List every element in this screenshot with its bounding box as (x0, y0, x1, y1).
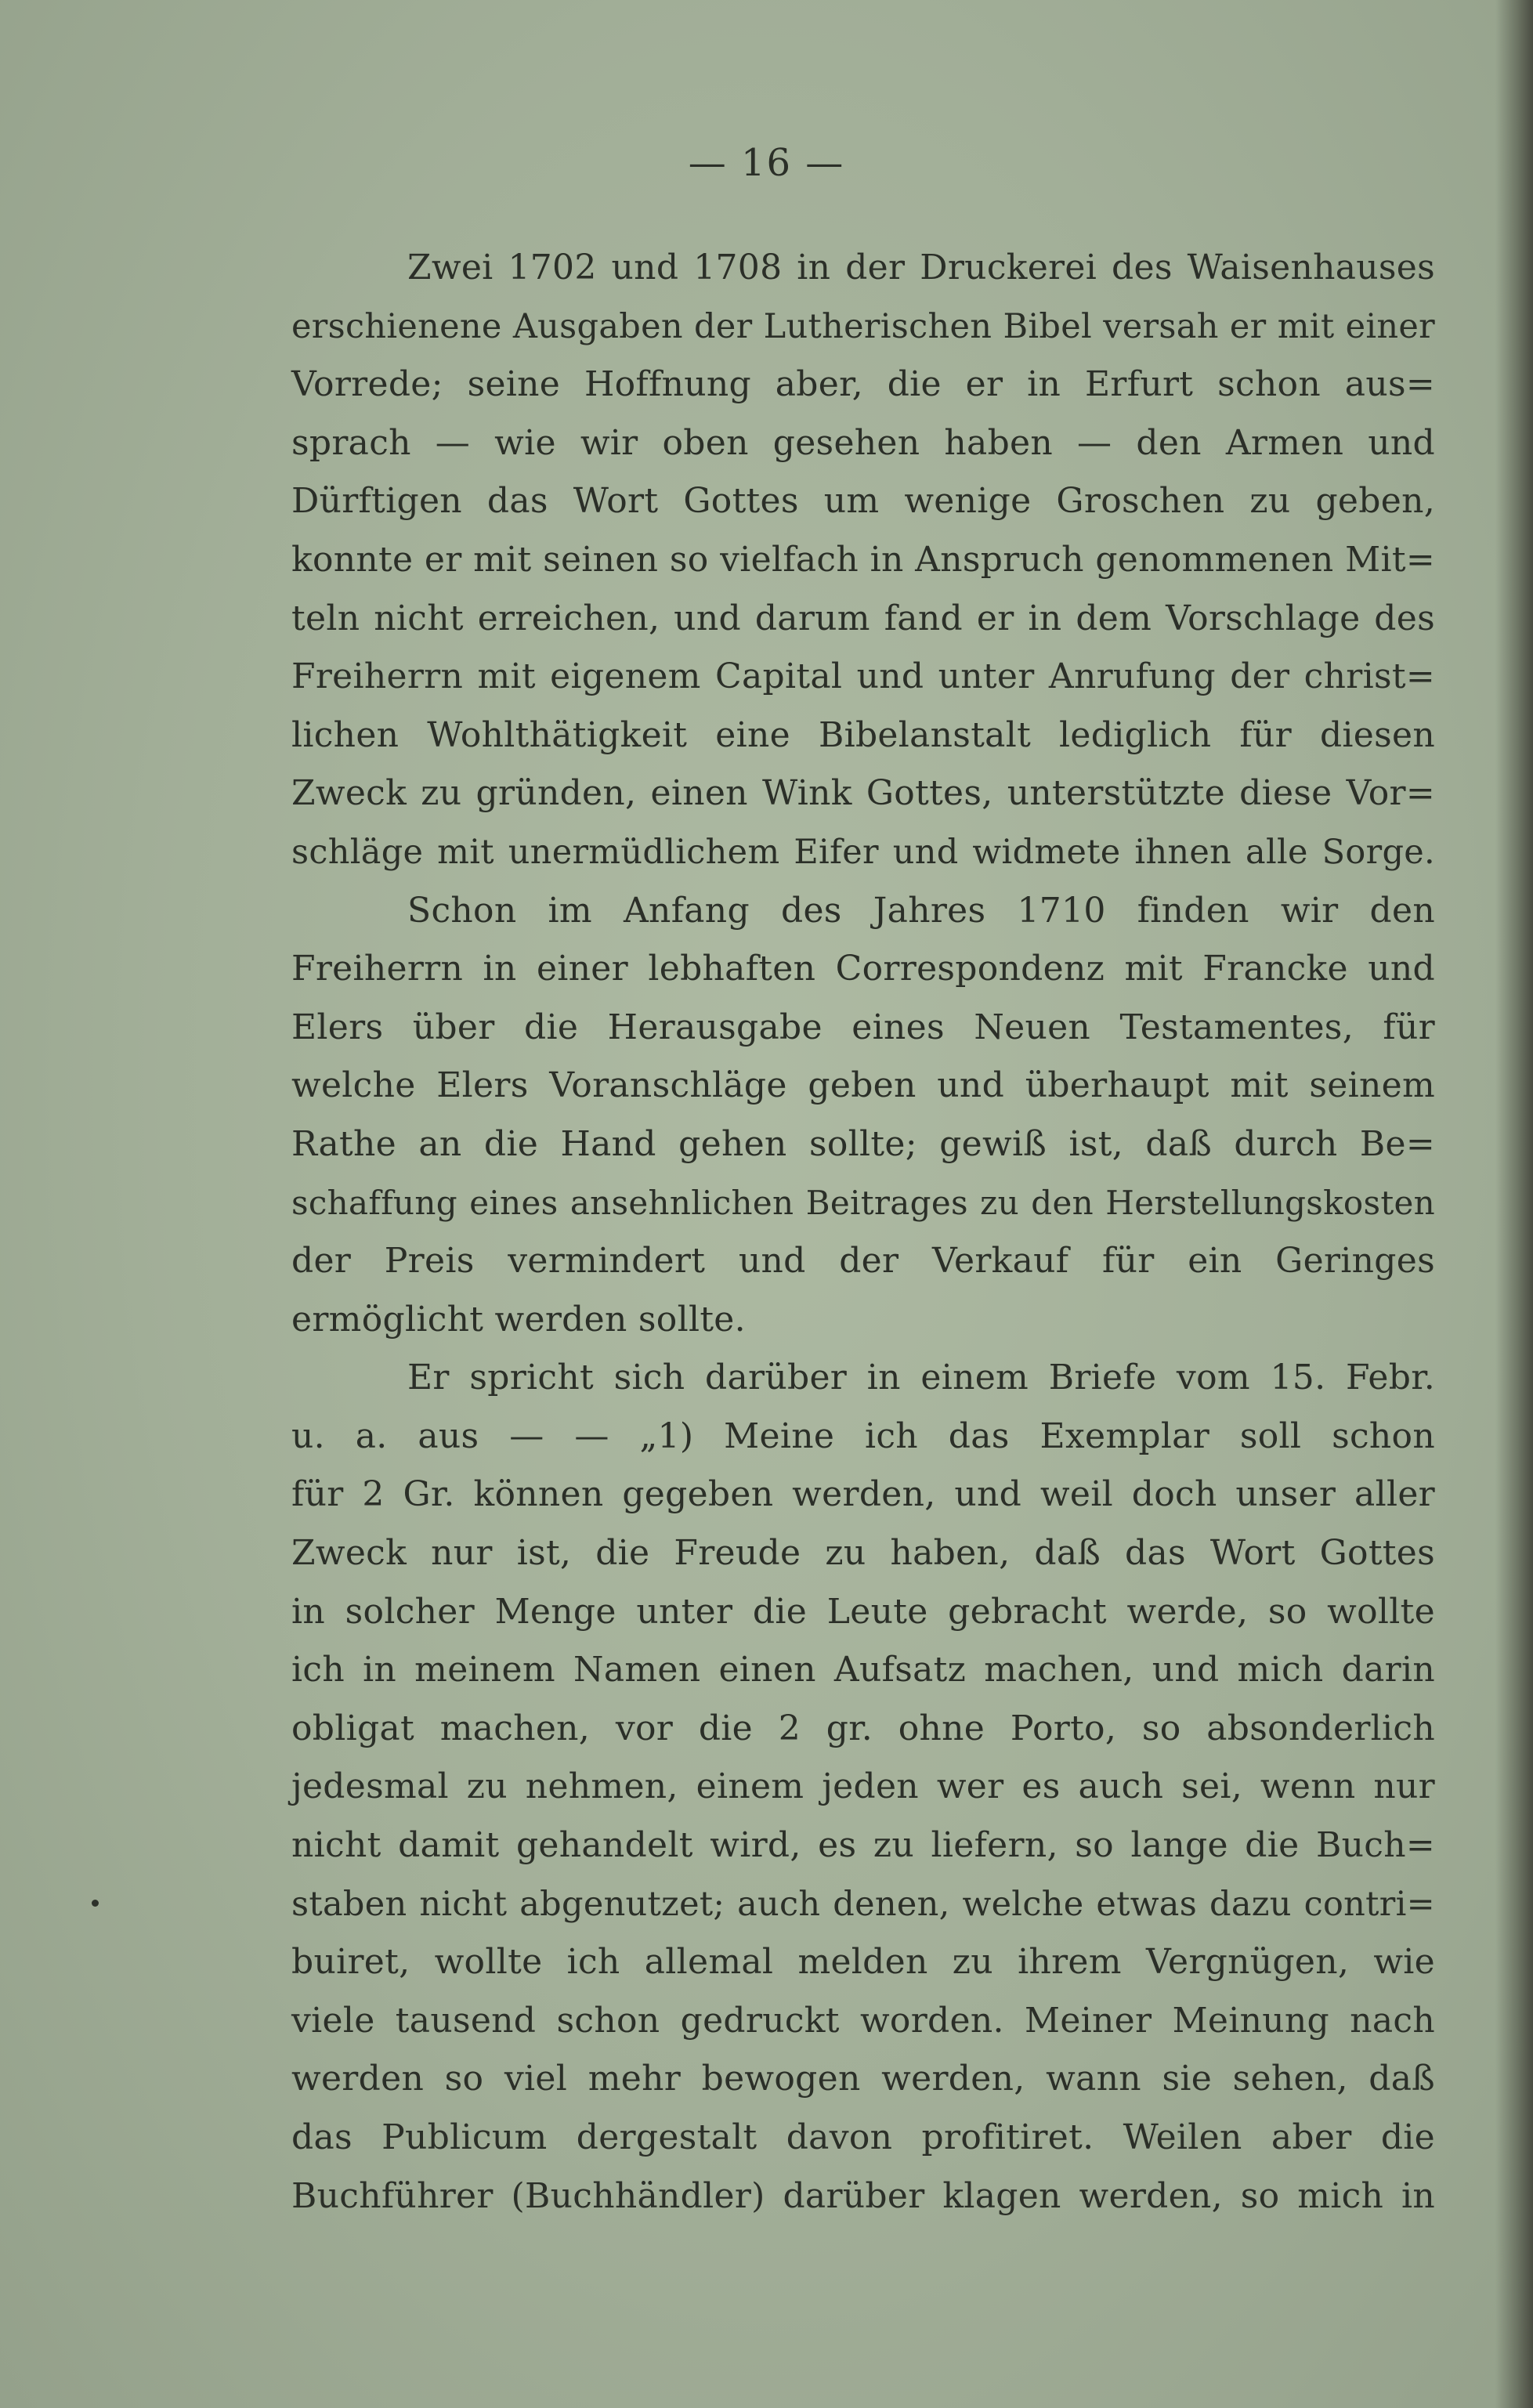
text-line: Zweck nur ist, die Freude zu haben, daß das Wort Gottes (291, 1533, 1435, 1574)
text-line: Schon im Anfang des Jahres 1710 finden wir den (407, 890, 1435, 931)
text-line: Er spricht sich darüber in einem Briefe vom 15. Febr. (407, 1358, 1435, 1398)
text-line: Freiherrn in einer lebhaften Correspondenz mit Francke und (291, 949, 1435, 989)
text-line: für 2 Gr. können gegeben werden, und weil doch unser aller (291, 1474, 1435, 1515)
text-line: ich in meinem Namen einen Aufsatz machen, und mich darin (291, 1650, 1435, 1690)
text-line: teln nicht erreichen, und darum fand er in dem Vorschlage des (291, 598, 1435, 638)
text-line: Dürftigen das Wort Gottes um wenige Groschen zu geben, (291, 481, 1435, 522)
text-line: lichen Wohlthätigkeit eine Bibelanstalt lediglich für diesen (291, 714, 1435, 755)
text-line: jedesmal zu nehmen, einem jeden wer es auch sei, wenn nur (291, 1766, 1435, 1807)
body-text (291, 239, 1435, 2225)
text-line: Zwei 1702 und 1708 in der Druckerei des Waisenhauses (407, 248, 1435, 287)
ink-speck (92, 1900, 99, 1907)
text-line: das Publicum dergestalt davon profitiret. Weilen aber die (291, 2117, 1435, 2157)
text-line: der Preis vermindert und der Verkauf für ein Geringes (291, 1241, 1435, 1282)
page-number-header: — 16 — (688, 141, 845, 185)
text-line: obligat machen, vor die 2 gr. ohne Porto, so absonderlich (291, 1708, 1435, 1748)
text-line: in solcher Menge unter die Leute gebracht werde, so wollte (291, 1591, 1435, 1632)
text-line: erschienene Ausgaben der Lutherischen Bibel versah er mit einer (291, 306, 1435, 346)
text-line: konnte er mit seinen so vielfach in Anspruch genommenen Mit= (291, 539, 1435, 580)
text-line: viele tausend schon gedruckt worden. Meiner Meinung nach (291, 2000, 1435, 2041)
text-line: Zweck zu gründen, einen Wink Gottes, unterstützte diese Vor= (291, 773, 1435, 814)
text-line: ermöglicht werden sollte. (291, 1299, 746, 1340)
text-line: werden so viel mehr bewogen werden, wann sie sehen, daß (291, 2059, 1435, 2099)
text-line: Rathe an die Hand gehen sollte; gewiß ist, daß durch Be= (291, 1123, 1435, 1164)
text-line: buiret, wollte ich allemal melden zu ihrem Vergnügen, wie (291, 1942, 1435, 1983)
text-line: schaffung eines ansehnlichen Beitrages zu den Herstellungskosten (291, 1183, 1435, 1222)
text-line: Buchführer (Buchhändler) darüber klagen werden, so mich in (291, 2175, 1435, 2216)
text-line: sprach — wie wir oben gesehen haben — den Armen und (291, 422, 1435, 463)
text-line: schläge mit unermüdlichem Eifer und widmete ihnen alle Sorge. (291, 832, 1435, 872)
text-line: Freiherrn mit eigenem Capital und unter Anrufung der christ= (291, 656, 1435, 697)
text-line: Elers über die Herausgabe eines Neuen Testamentes, für (291, 1007, 1435, 1047)
text-line: nicht damit gehandelt wird, es zu liefern, so lange die Buch= (291, 1825, 1435, 1866)
page-edge-shadow (1495, 0, 1533, 2408)
text-line: Vorrede; seine Hoffnung aber, die er in Erfurt schon aus= (291, 364, 1435, 405)
text-line: u. a. aus — — „1) Meine ich das Exemplar soll schon (291, 1416, 1435, 1456)
text-line: welche Elers Voranschläge geben und überhaupt mit seinem (291, 1065, 1435, 1106)
text-line: staben nicht abgenutzet; auch denen, welche etwas dazu contri= (291, 1884, 1435, 1924)
